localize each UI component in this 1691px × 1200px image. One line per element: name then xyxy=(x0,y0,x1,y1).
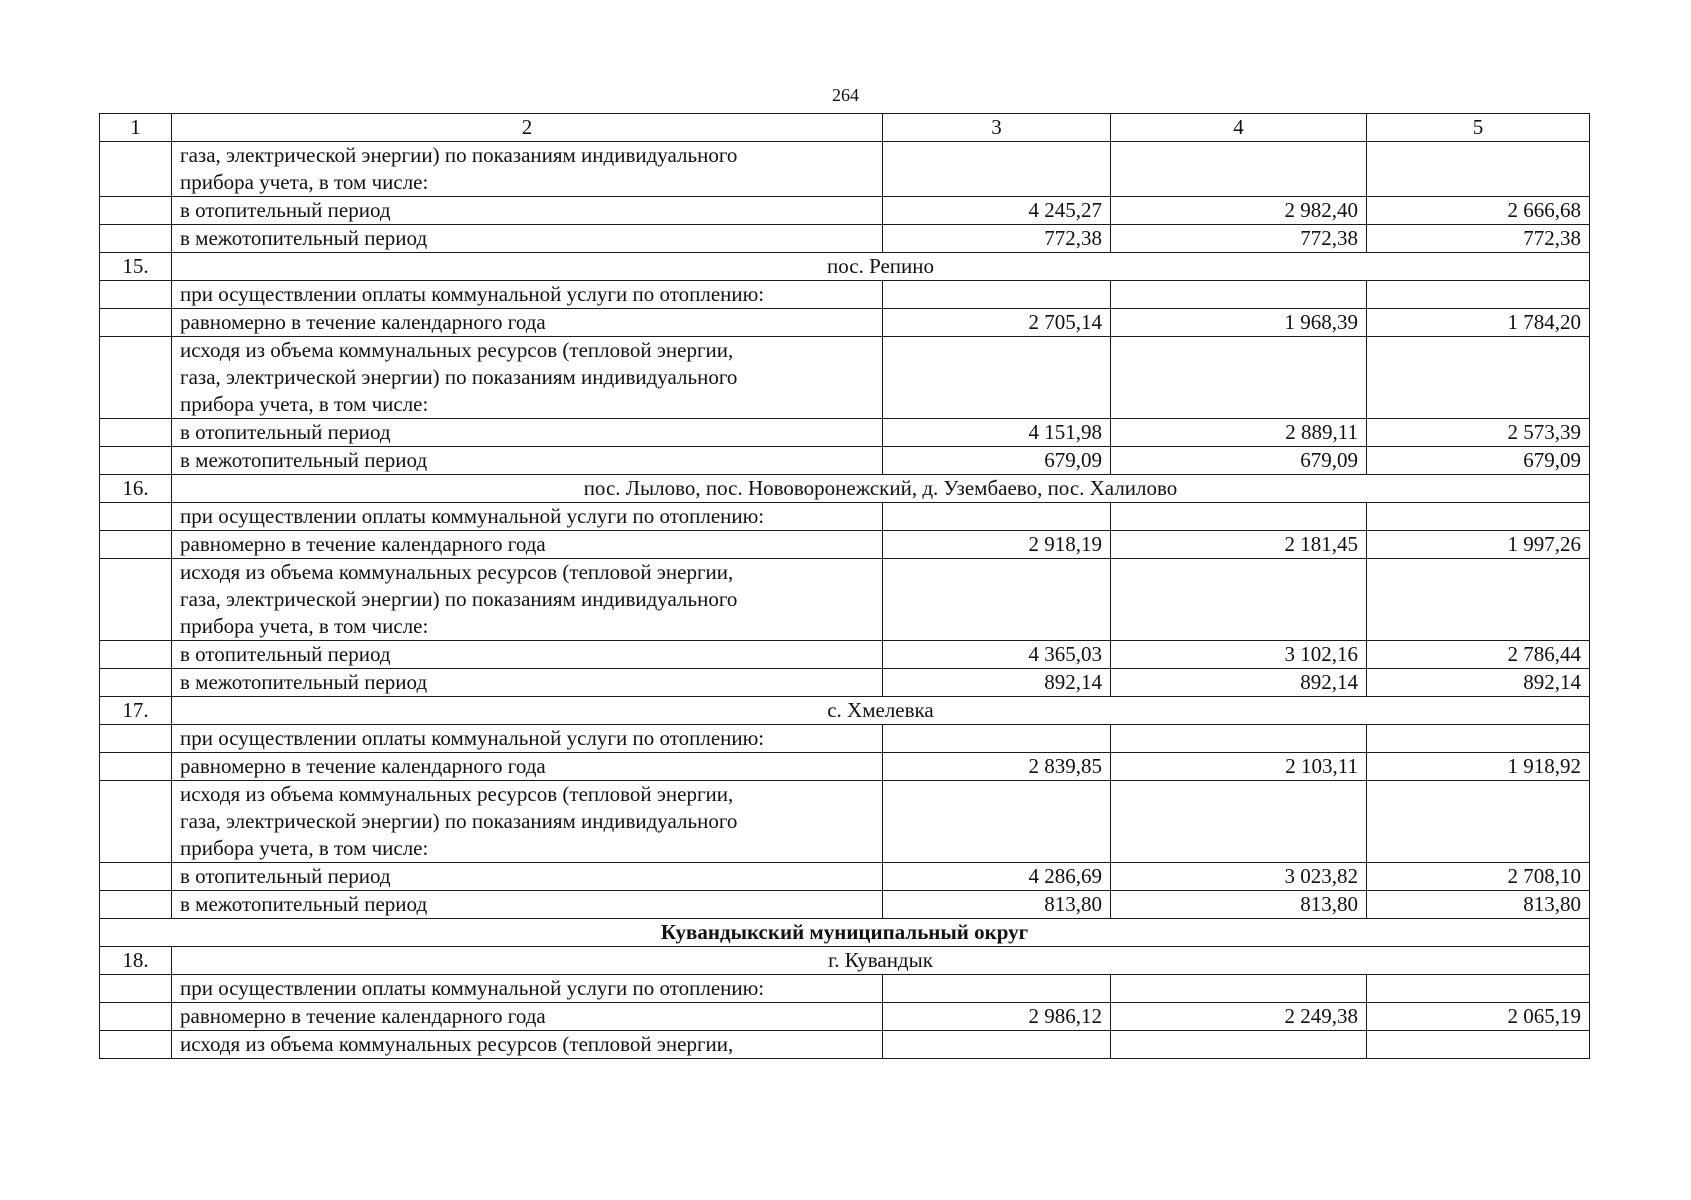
description-line: в межотопительный период xyxy=(180,892,428,916)
value-cell-col3: 2 918,19 xyxy=(883,531,1111,559)
section-title: пос. Репино xyxy=(172,253,1590,281)
header-cell-4: 4 xyxy=(1111,114,1367,142)
value-cell-col3 xyxy=(883,725,1111,753)
value-cell-col5: 1 918,92 xyxy=(1367,753,1590,781)
description-cell xyxy=(172,669,883,697)
value-cell-col4: 2 103,11 xyxy=(1111,753,1367,781)
description-line: в отопительный период xyxy=(180,198,391,222)
section-row xyxy=(100,947,1590,975)
row-number-cell xyxy=(100,891,172,919)
header-cell-1: 1 xyxy=(100,114,172,142)
description-line: равномерно в течение календарного года xyxy=(180,532,546,556)
table-row xyxy=(100,142,1590,197)
description-cell xyxy=(172,725,883,753)
value-cell-col5 xyxy=(1367,142,1590,197)
section-row xyxy=(100,475,1590,503)
description-line: исходя из объема коммунальных ресурсов (тепловой энергии, xyxy=(180,560,734,584)
value-cell-col3: 2 839,85 xyxy=(883,753,1111,781)
section-title: пос. Лылово, пос. Нововоронежский, д. Узембаево, пос. Халилово xyxy=(172,475,1590,503)
description-line: прибора учета, в том числе: xyxy=(180,836,429,860)
value-cell-col4 xyxy=(1111,281,1367,309)
row-number-cell xyxy=(100,281,172,309)
value-cell-col5 xyxy=(1367,503,1590,531)
value-cell-col5: 2 786,44 xyxy=(1367,641,1590,669)
row-number-cell xyxy=(100,725,172,753)
value-cell-col5 xyxy=(1367,1031,1590,1059)
description-line: газа, электрической энергии) по показаниям индивидуального xyxy=(180,809,738,833)
value-cell-col5: 2 573,39 xyxy=(1367,419,1590,447)
district-row xyxy=(100,919,1590,947)
description-line: при осуществлении оплаты коммунальной услуги по отоплению: xyxy=(180,726,765,750)
description-line: в отопительный период xyxy=(180,420,391,444)
value-cell-col5 xyxy=(1367,559,1590,641)
table-row xyxy=(100,863,1590,891)
row-number-cell xyxy=(100,337,172,419)
description-line: при осуществлении оплаты коммунальной услуги по отоплению: xyxy=(180,504,765,528)
description-line: в межотопительный период xyxy=(180,448,428,472)
value-cell-col4 xyxy=(1111,559,1367,641)
section-row xyxy=(100,253,1590,281)
table-row xyxy=(100,225,1590,253)
description-cell xyxy=(172,197,883,225)
tariff-table xyxy=(99,113,1590,1059)
row-number-cell xyxy=(100,975,172,1003)
value-cell-col3: 4 245,27 xyxy=(883,197,1111,225)
value-cell-col3: 813,80 xyxy=(883,891,1111,919)
header-cell-5: 5 xyxy=(1367,114,1590,142)
value-cell-col4: 2 249,38 xyxy=(1111,1003,1367,1031)
value-cell-col3 xyxy=(883,781,1111,863)
row-number-cell xyxy=(100,197,172,225)
value-cell-col4 xyxy=(1111,781,1367,863)
table-row xyxy=(100,531,1590,559)
description-line: при осуществлении оплаты коммунальной услуги по отоплению: xyxy=(180,976,765,1000)
row-number-cell xyxy=(100,419,172,447)
value-cell-col5 xyxy=(1367,281,1590,309)
row-number-cell xyxy=(100,1003,172,1031)
value-cell-col4 xyxy=(1111,337,1367,419)
row-number-cell xyxy=(100,1031,172,1059)
description-line: газа, электрической энергии) по показаниям индивидуального xyxy=(180,143,738,167)
description-line: в межотопительный период xyxy=(180,226,428,250)
value-cell-col5 xyxy=(1367,725,1590,753)
table-row xyxy=(100,447,1590,475)
description-cell xyxy=(172,781,883,863)
row-number-cell xyxy=(100,531,172,559)
value-cell-col4: 2 982,40 xyxy=(1111,197,1367,225)
row-number-cell xyxy=(100,641,172,669)
table-row xyxy=(100,419,1590,447)
value-cell-col4: 813,80 xyxy=(1111,891,1367,919)
value-cell-col4 xyxy=(1111,142,1367,197)
description-line: равномерно в течение календарного года xyxy=(180,754,546,778)
description-cell xyxy=(172,753,883,781)
page-number: 264 xyxy=(832,85,859,105)
district-title: Кувандыкский муниципальный округ xyxy=(100,919,1590,947)
description-cell xyxy=(172,281,883,309)
description-line: при осуществлении оплаты коммунальной услуги по отоплению: xyxy=(180,282,765,306)
row-number-cell xyxy=(100,863,172,891)
description-line: в отопительный период xyxy=(180,864,391,888)
value-cell-col5 xyxy=(1367,781,1590,863)
description-line: равномерно в течение календарного года xyxy=(180,1004,546,1028)
value-cell-col3: 4 286,69 xyxy=(883,863,1111,891)
description-line: газа, электрической энергии) по показаниям индивидуального xyxy=(180,365,738,389)
value-cell-col5: 892,14 xyxy=(1367,669,1590,697)
row-number-cell xyxy=(100,142,172,197)
table-row xyxy=(100,725,1590,753)
description-line: в отопительный период xyxy=(180,642,391,666)
description-cell xyxy=(172,503,883,531)
description-line: прибора учета, в том числе: xyxy=(180,392,429,416)
description-cell xyxy=(172,641,883,669)
value-cell-col5: 1 784,20 xyxy=(1367,309,1590,337)
table-row xyxy=(100,309,1590,337)
description-cell xyxy=(172,1003,883,1031)
table-row xyxy=(100,1003,1590,1031)
row-number-cell xyxy=(100,781,172,863)
row-number-cell xyxy=(100,225,172,253)
header-cell-2: 2 xyxy=(172,114,883,142)
value-cell-col4: 3 023,82 xyxy=(1111,863,1367,891)
section-number: 16. xyxy=(100,475,172,503)
description-cell xyxy=(172,225,883,253)
description-cell xyxy=(172,559,883,641)
table-row xyxy=(100,281,1590,309)
row-number-cell xyxy=(100,669,172,697)
description-line: исходя из объема коммунальных ресурсов (тепловой энергии, xyxy=(180,782,734,806)
description-cell xyxy=(172,142,883,197)
value-cell-col4: 892,14 xyxy=(1111,669,1367,697)
value-cell-col3: 772,38 xyxy=(883,225,1111,253)
section-number: 18. xyxy=(100,947,172,975)
description-cell xyxy=(172,531,883,559)
section-number: 15. xyxy=(100,253,172,281)
section-title: г. Кувандык xyxy=(172,947,1590,975)
row-number-cell xyxy=(100,753,172,781)
value-cell-col5: 772,38 xyxy=(1367,225,1590,253)
description-line: прибора учета, в том числе: xyxy=(180,614,429,638)
value-cell-col3: 2 986,12 xyxy=(883,1003,1111,1031)
row-number-cell xyxy=(100,503,172,531)
description-cell xyxy=(172,891,883,919)
value-cell-col3 xyxy=(883,559,1111,641)
description-cell xyxy=(172,975,883,1003)
value-cell-col5: 1 997,26 xyxy=(1367,531,1590,559)
value-cell-col3 xyxy=(883,142,1111,197)
value-cell-col4 xyxy=(1111,725,1367,753)
table-row xyxy=(100,337,1590,419)
description-line: прибора учета, в том числе: xyxy=(180,170,429,194)
value-cell-col5: 2 065,19 xyxy=(1367,1003,1590,1031)
row-number-cell xyxy=(100,447,172,475)
value-cell-col3: 2 705,14 xyxy=(883,309,1111,337)
table-row xyxy=(100,197,1590,225)
value-cell-col3 xyxy=(883,975,1111,1003)
description-cell xyxy=(172,309,883,337)
value-cell-col4: 1 968,39 xyxy=(1111,309,1367,337)
value-cell-col4 xyxy=(1111,975,1367,1003)
table-body xyxy=(100,142,1590,1059)
value-cell-col3 xyxy=(883,281,1111,309)
description-line: исходя из объема коммунальных ресурсов (тепловой энергии, xyxy=(180,1032,734,1056)
description-line: равномерно в течение календарного года xyxy=(180,310,546,334)
value-cell-col3 xyxy=(883,1031,1111,1059)
table-row xyxy=(100,975,1590,1003)
value-cell-col5 xyxy=(1367,975,1590,1003)
table-row xyxy=(100,891,1590,919)
description-cell xyxy=(172,337,883,419)
row-number-cell xyxy=(100,309,172,337)
description-line: в межотопительный период xyxy=(180,670,428,694)
value-cell-col4: 679,09 xyxy=(1111,447,1367,475)
value-cell-col3 xyxy=(883,503,1111,531)
value-cell-col3: 4 151,98 xyxy=(883,419,1111,447)
value-cell-col4: 772,38 xyxy=(1111,225,1367,253)
value-cell-col4: 3 102,16 xyxy=(1111,641,1367,669)
table-row xyxy=(100,1031,1590,1059)
header-row xyxy=(100,114,1590,142)
value-cell-col5: 2 666,68 xyxy=(1367,197,1590,225)
value-cell-col5: 679,09 xyxy=(1367,447,1590,475)
value-cell-col4: 2 889,11 xyxy=(1111,419,1367,447)
value-cell-col3: 892,14 xyxy=(883,669,1111,697)
section-title: с. Хмелевка xyxy=(172,697,1590,725)
description-line: исходя из объема коммунальных ресурсов (тепловой энергии, xyxy=(180,338,734,362)
section-number: 17. xyxy=(100,697,172,725)
value-cell-col5: 813,80 xyxy=(1367,891,1590,919)
header-cell-3: 3 xyxy=(883,114,1111,142)
description-cell xyxy=(172,419,883,447)
value-cell-col3: 4 365,03 xyxy=(883,641,1111,669)
row-number-cell xyxy=(100,559,172,641)
value-cell-col4 xyxy=(1111,503,1367,531)
table-row xyxy=(100,753,1590,781)
table-row xyxy=(100,559,1590,641)
table-row xyxy=(100,669,1590,697)
description-cell xyxy=(172,447,883,475)
table-row xyxy=(100,503,1590,531)
section-row xyxy=(100,697,1590,725)
value-cell-col3 xyxy=(883,337,1111,419)
value-cell-col4: 2 181,45 xyxy=(1111,531,1367,559)
description-cell xyxy=(172,1031,883,1059)
value-cell-col3: 679,09 xyxy=(883,447,1111,475)
table-row xyxy=(100,781,1590,863)
value-cell-col5 xyxy=(1367,337,1590,419)
value-cell-col5: 2 708,10 xyxy=(1367,863,1590,891)
value-cell-col4 xyxy=(1111,1031,1367,1059)
description-line: газа, электрической энергии) по показаниям индивидуального xyxy=(180,587,738,611)
description-cell xyxy=(172,863,883,891)
table-row xyxy=(100,641,1590,669)
